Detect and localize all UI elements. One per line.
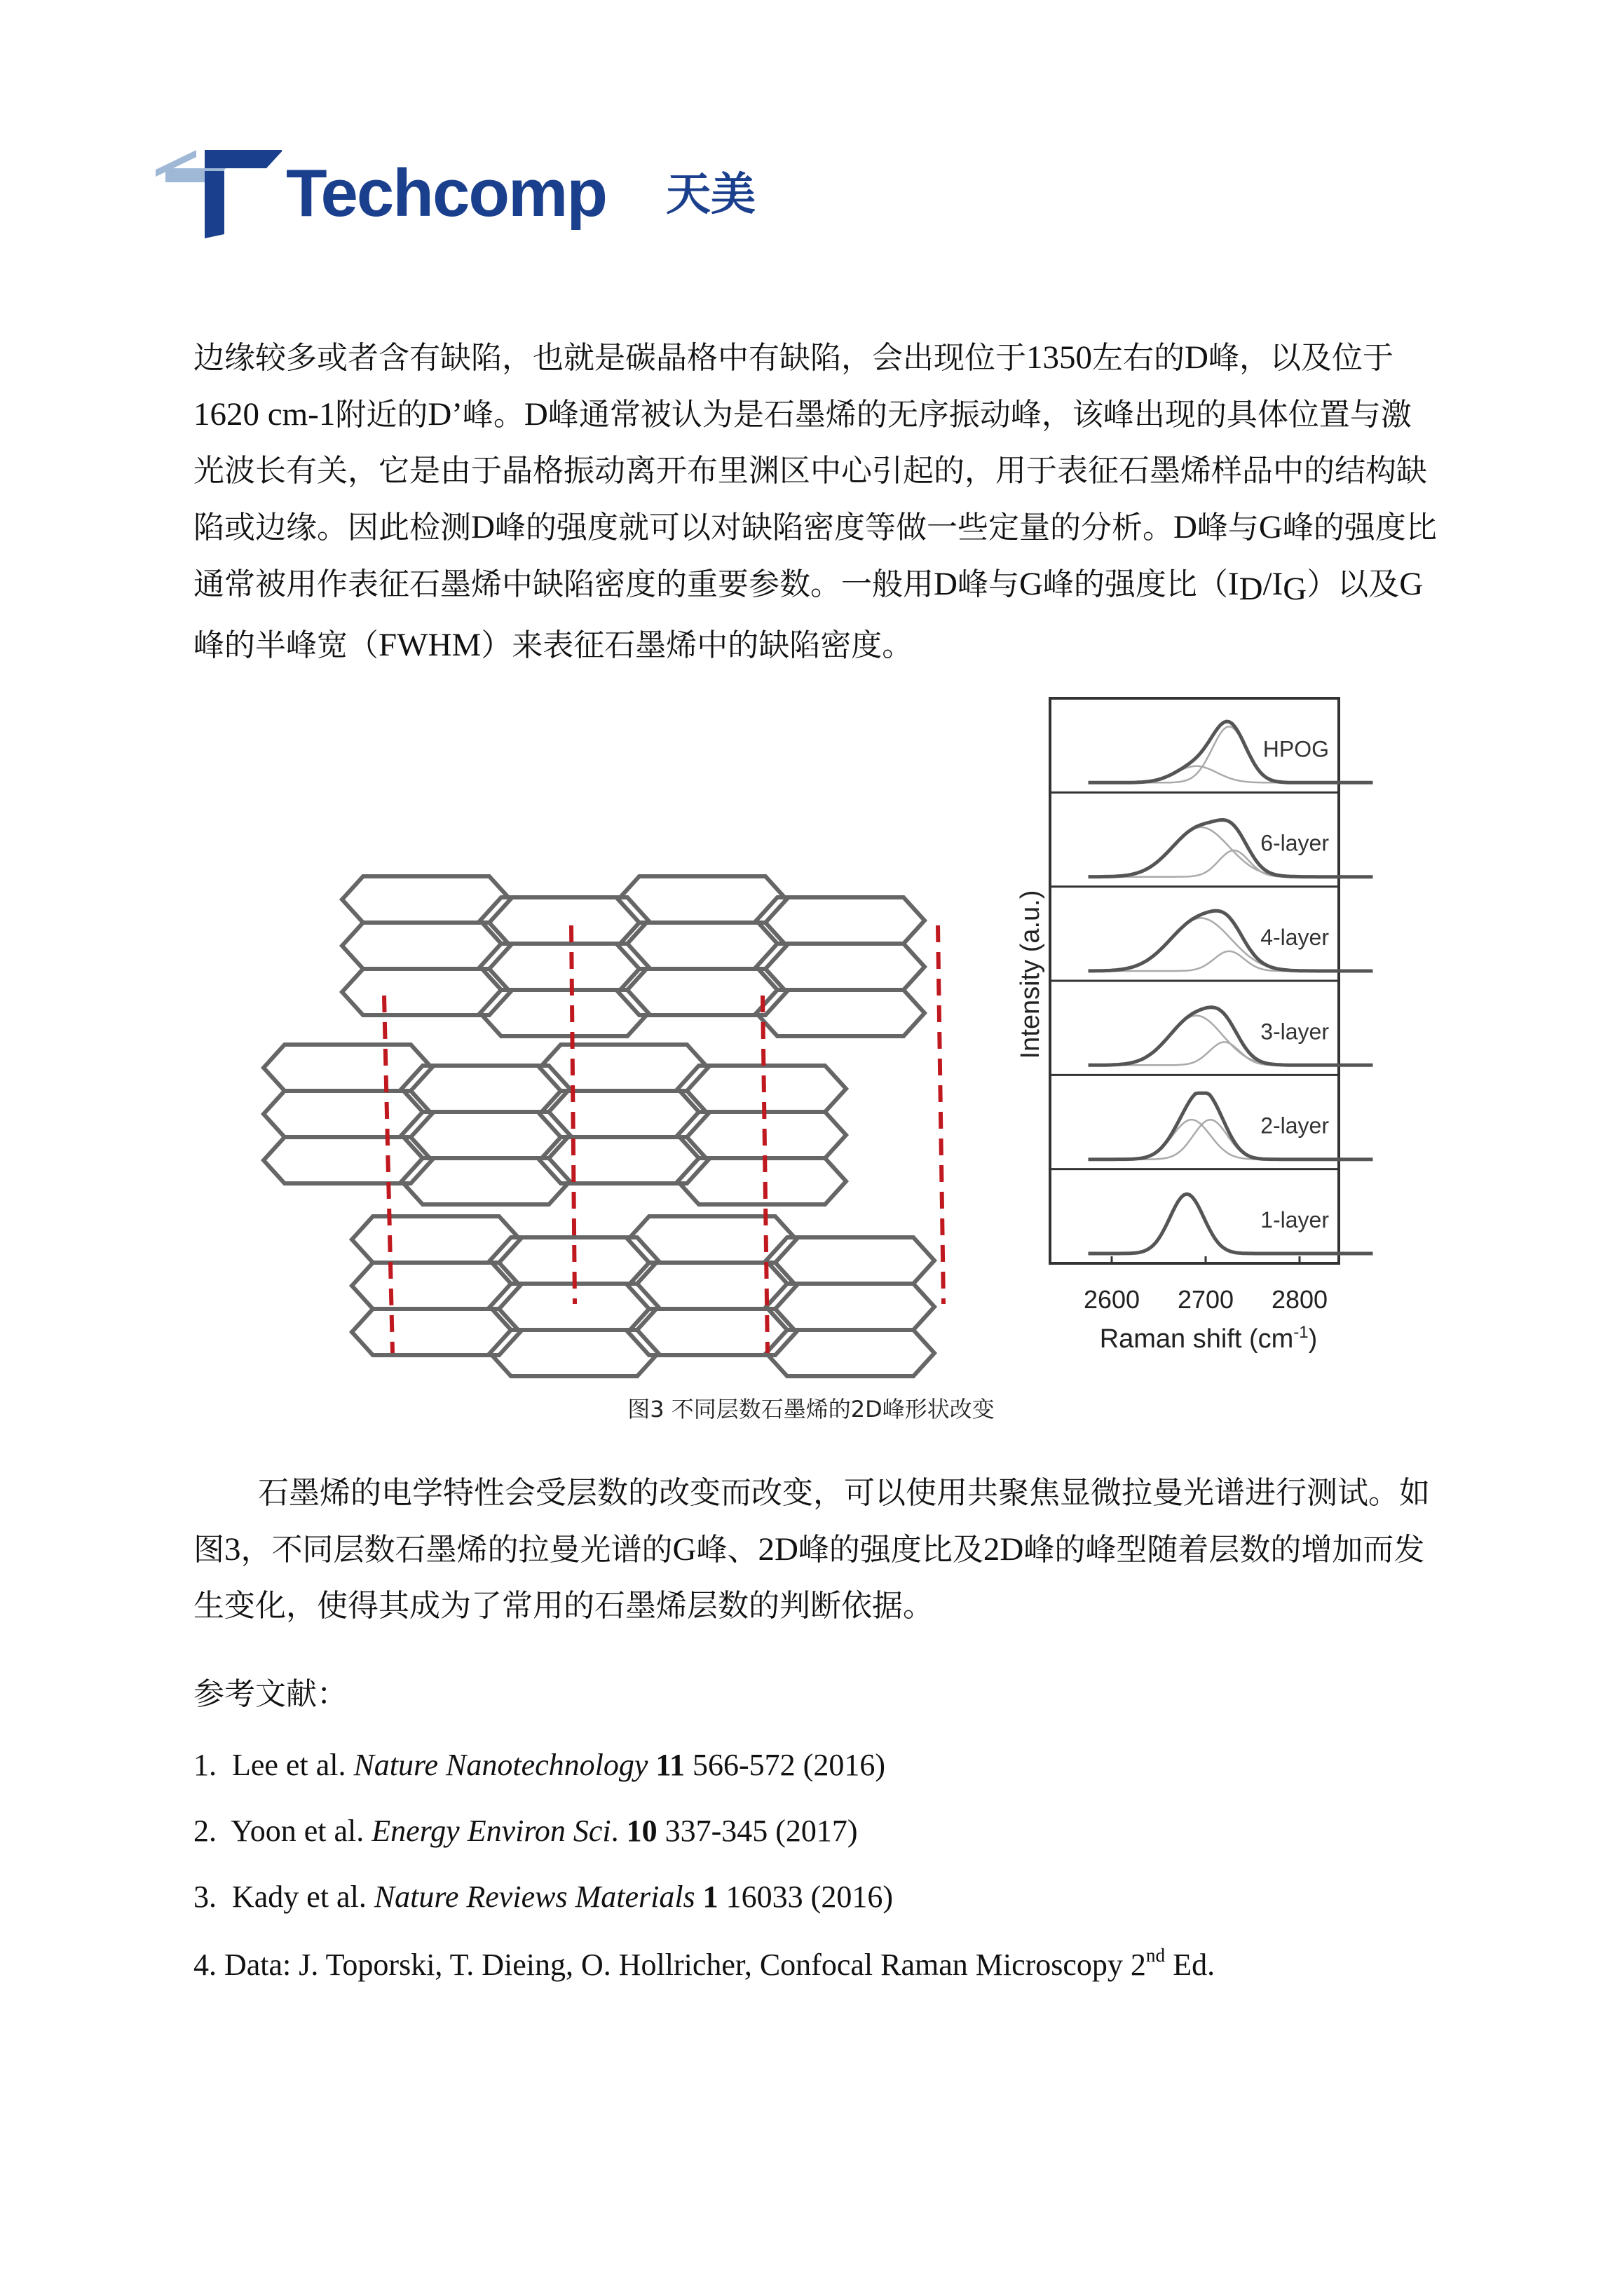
paragraph-layers <box>193 1465 1441 1634</box>
layer-label: 4-layer <box>1260 924 1329 950</box>
text-span: 石墨烯的电学特性会受层数的改变而改变，可以使用共聚焦显微拉曼光谱进行测试。如图 <box>193 1475 1430 1568</box>
ref-pages: 337-345 (2017) <box>665 1814 858 1848</box>
techcomp-logo <box>156 150 772 241</box>
text-span: 附近的 <box>335 397 428 433</box>
ref-number: 2. <box>193 1814 217 1848</box>
text-span: D <box>1173 509 1197 545</box>
text-span: 2D <box>758 1531 798 1568</box>
text-span: 峰与 <box>1197 510 1259 545</box>
reference-4 <box>193 1945 1215 1983</box>
ref-text-end: Ed. <box>1165 1948 1215 1983</box>
text-span: 峰、 <box>696 1532 758 1568</box>
ref-authors: Yoon et al. <box>231 1814 364 1848</box>
text-span: 峰的强度比（ <box>1042 566 1228 602</box>
ref-journal: Nature Reviews Materials <box>374 1880 695 1914</box>
text-span: FWHM <box>379 627 482 664</box>
x-axis-label: Raman shift $(cm^{-1})$ <box>1099 1323 1318 1354</box>
text-span: ）来表征石墨烯中的缺陷密度。 <box>481 627 913 664</box>
layer-label: 2-layer <box>1260 1113 1329 1139</box>
ref-dot: . <box>611 1814 619 1848</box>
logo-text: Techcomp <box>286 156 606 231</box>
graphene-layers-diagram <box>264 876 934 1376</box>
text-span: 1620 cm-1 <box>193 396 336 433</box>
paragraph-defects <box>193 330 1441 674</box>
x-tick-label: 2700 <box>1177 1285 1234 1314</box>
figure-graphic <box>252 694 1388 1381</box>
ref-volume: 1 <box>702 1880 718 1914</box>
text-span: 1350 <box>1026 339 1092 376</box>
text-span: 2D <box>983 1531 1024 1568</box>
ref-number: 1. <box>193 1748 217 1782</box>
dashed-alignment-line <box>571 925 575 1304</box>
text-span: D <box>471 509 495 545</box>
techcomp-logo-icon <box>156 150 282 241</box>
text-span: 边缘较多或者含有缺陷，也就是碳晶格中有缺陷，会出现位于 <box>193 340 1026 376</box>
layer-label: 3-layer <box>1260 1019 1329 1045</box>
x-tick-label: 2800 <box>1271 1285 1328 1314</box>
text-span: 峰。 <box>462 397 524 433</box>
text-span: ）以及 <box>1307 566 1400 602</box>
text-span: 峰与 <box>957 566 1019 602</box>
text-span: D <box>1185 339 1208 376</box>
reference-1 <box>193 1747 885 1783</box>
figure-caption: 图3 不同层数石墨烯的2D峰形状改变 <box>627 1396 995 1422</box>
text-span: G <box>1399 566 1424 602</box>
ref-journal: Nature Nanotechnology <box>353 1748 648 1782</box>
text-span: 峰，以及位于 <box>1208 340 1393 376</box>
layer-label: 6-layer <box>1260 830 1329 856</box>
ref-superscript: nd <box>1145 1945 1166 1966</box>
reference-3 <box>193 1879 893 1915</box>
x-axis <box>1084 1285 1328 1354</box>
ref-pages: 566-572 (2016) <box>693 1748 885 1782</box>
text-span: G <box>672 1531 697 1568</box>
text-span: 左右的 <box>1092 340 1185 376</box>
ref-pages: 16033 (2016) <box>725 1880 893 1914</box>
ref-volume: 10 <box>626 1814 657 1848</box>
text-span: 峰的半峰宽（ <box>193 627 379 664</box>
text-span: 峰的峰型随着层数的增加而发生变化，使得其成为了常用的石墨烯层数的判断依据。 <box>193 1532 1425 1624</box>
ref-number: 3. <box>193 1880 217 1914</box>
ref-authors: Kady et al. <box>232 1880 367 1914</box>
text-span: 3 <box>224 1531 241 1568</box>
reference-2 <box>193 1813 858 1849</box>
x-tick-label: 2600 <box>1083 1285 1140 1314</box>
dashed-alignment-line <box>938 925 943 1304</box>
text-span: G <box>1258 509 1283 545</box>
text-span: /I <box>1262 566 1283 602</box>
text-span: I <box>1227 566 1239 602</box>
text-span: D <box>934 566 957 602</box>
raman-spectra-panel <box>1050 698 1373 1263</box>
layer-label: HPOG <box>1262 736 1329 762</box>
y-axis-label: Intensity (a.u.) <box>1016 890 1045 1059</box>
layer-label: 1-layer <box>1260 1207 1329 1232</box>
text-span: 峰的强度比通常被用作表征石墨烯中缺陷密度的重要参数。一般用 <box>193 510 1437 602</box>
figure-3 <box>252 694 1388 1381</box>
logo-chinese-text: 天美 <box>666 169 756 221</box>
dashed-alignment-line <box>763 996 768 1353</box>
references-heading: 参考文献： <box>193 1676 348 1712</box>
text-span: G <box>1018 566 1043 602</box>
dashed-alignment-line <box>384 996 393 1353</box>
ref-journal: Energy Environ Sci <box>372 1814 611 1848</box>
text-span: D <box>1239 571 1263 608</box>
text-span: 峰的强度就可以对缺陷密度等做一些定量的分析。 <box>494 510 1173 545</box>
text-span: 峰通常被认为是石墨烯的无序振动峰，该峰出现的具体位置与激光波长有关，它是由于晶格振动离开布里渊区中心引起的，用于表征石墨烯样品中的结构缺陷或边缘。因此检测 <box>193 397 1427 545</box>
text-span: D’ <box>428 396 463 433</box>
text-span: G <box>1283 571 1307 608</box>
text-span: D <box>524 396 548 433</box>
ref-authors: Lee et al. <box>232 1748 346 1782</box>
text-span: ，不同层数石墨烯的拉曼光谱的 <box>240 1532 673 1568</box>
ref-text: 4. Data: J. Toporski, T. Dieing, O. Hollricher, Confocal Raman Microscopy 2 <box>193 1948 1146 1983</box>
ref-volume: 11 <box>655 1748 686 1782</box>
text-span: 峰的强度比及 <box>798 1532 983 1568</box>
